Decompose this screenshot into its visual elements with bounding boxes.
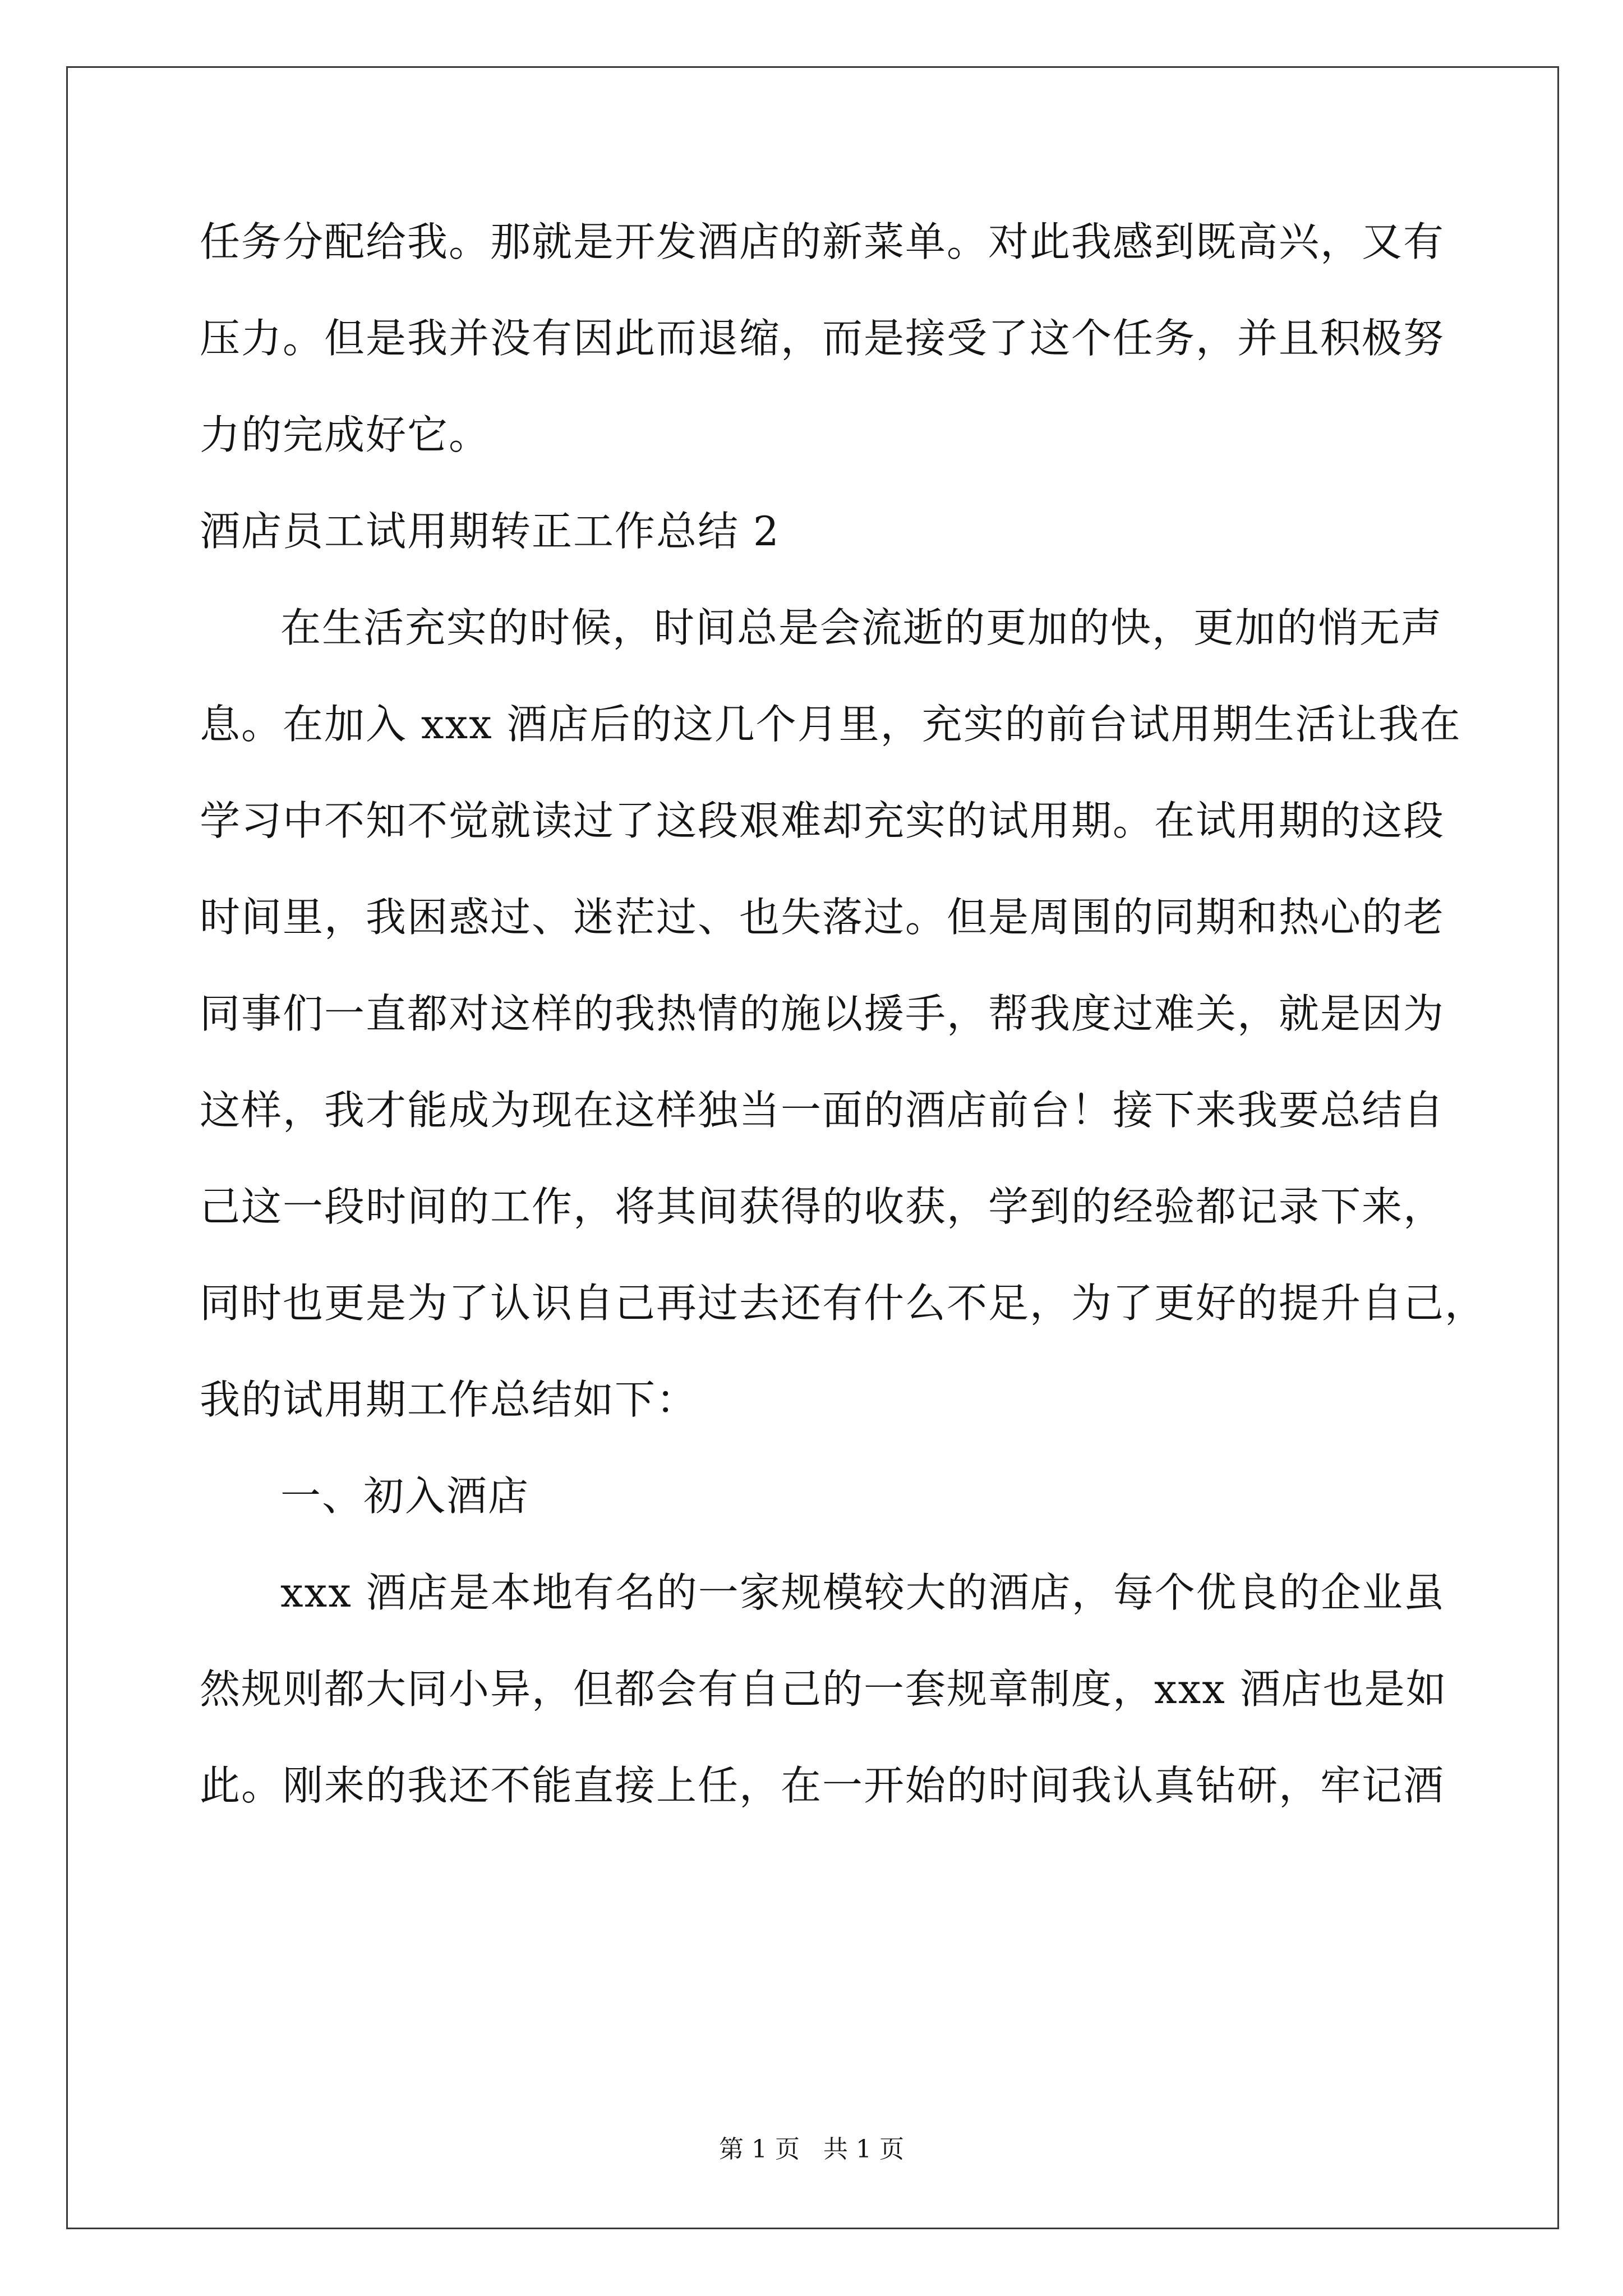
text-line: 力的完成好它。	[200, 411, 491, 458]
text-line: 己这一段时间的工作，将其间获得的收获，学到的经验都记录下来，	[200, 1183, 1445, 1230]
text-line: 压力。但是我并没有因此而退缩，而是接受了这个任务，并且积极努	[200, 315, 1445, 362]
section-heading: 酒店员工试用期转正工作总结 2	[200, 508, 780, 555]
page-footer: 第 1 页 共 1 页	[719, 2135, 904, 2164]
text-line: 在生活充实的时候，时间总是会流逝的更加的快，更加的悄无声	[280, 604, 1443, 651]
subsection-heading: 一、初入酒店	[280, 1473, 530, 1520]
text-line: 同时也更是为了认识自己再过去还有什么不足，为了更好的提升自己，	[200, 1280, 1487, 1327]
text-line: 学习中不知不觉就读过了这段艰难却充实的试用期。在试用期的这段	[200, 797, 1445, 844]
text-line: 此。刚来的我还不能直接上任，在一开始的时间我认真钻研，牢记酒	[200, 1762, 1445, 1809]
text-line: 然规则都大同小异，但都会有自己的一套规章制度，xxx 酒店也是如	[200, 1665, 1447, 1713]
document-body	[200, 218, 1487, 1862]
text-line: 任务分配给我。那就是开发酒店的新菜单。对此我感到既高兴，又有	[200, 218, 1445, 265]
text-line: 同事们一直都对这样的我热情的施以援手，帮我度过难关，就是因为	[200, 990, 1445, 1037]
text-line: 这样，我才能成为现在这样独当一面的酒店前台！接下来我要总结自	[200, 1087, 1445, 1134]
text-line: 息。在加入 xxx 酒店后的这几个月里，充实的前台试用期生活让我在	[200, 701, 1461, 748]
text-line: xxx 酒店是本地有名的一家规模较大的酒店，每个优良的企业虽	[280, 1569, 1445, 1616]
text-line: 时间里，我困惑过、迷茫过、也失落过。但是周围的同期和热心的老	[200, 894, 1445, 941]
text-line: 我的试用期工作总结如下：	[200, 1376, 698, 1423]
